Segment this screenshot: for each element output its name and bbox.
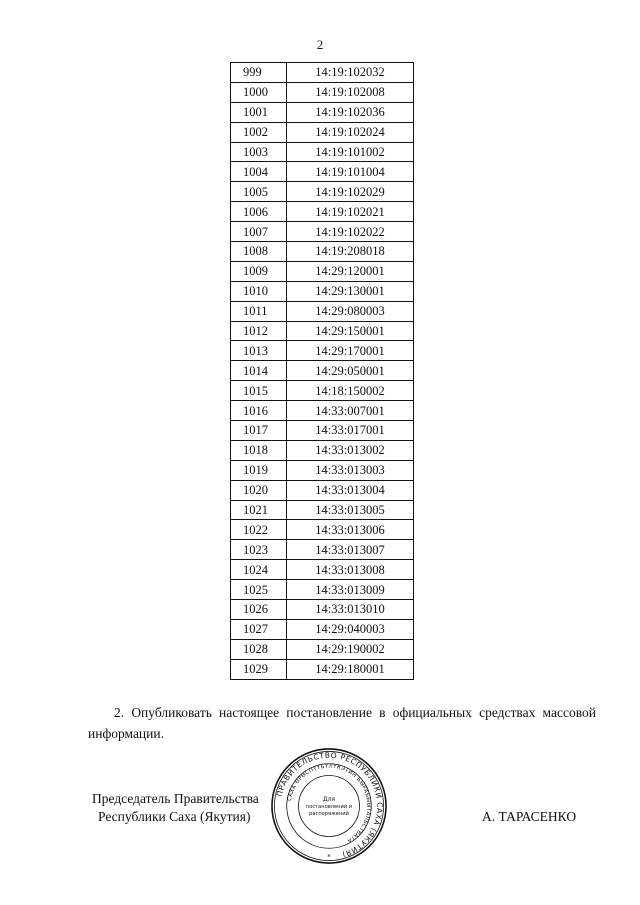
row-number-cell: 1009 — [231, 261, 287, 281]
row-number-cell: 1020 — [231, 480, 287, 500]
row-number-cell: 1007 — [231, 222, 287, 242]
table-row — [231, 261, 414, 281]
table-row — [231, 122, 414, 142]
table-row — [231, 540, 414, 560]
row-number-cell: 1029 — [231, 659, 287, 679]
table-row — [231, 480, 414, 500]
table-row — [231, 162, 414, 182]
row-number-cell: 1000 — [231, 82, 287, 102]
table-row — [231, 619, 414, 639]
cadastral-code-cell: 14:33:013002 — [287, 440, 414, 460]
signatory-position-line2: Республики Саха (Якутия) — [98, 809, 251, 824]
row-number-cell: 1018 — [231, 440, 287, 460]
row-number-cell: 1006 — [231, 202, 287, 222]
table-row — [231, 202, 414, 222]
table-row — [231, 102, 414, 122]
cadastral-code-cell: 14:33:013010 — [287, 600, 414, 620]
row-number-cell: 1023 — [231, 540, 287, 560]
table-row — [231, 580, 414, 600]
row-number-cell: 1016 — [231, 401, 287, 421]
cadastral-code-cell: 14:33:013009 — [287, 580, 414, 600]
row-number-cell: 1025 — [231, 580, 287, 600]
cadastral-code-cell: 14:19:208018 — [287, 242, 414, 262]
table-row — [231, 520, 414, 540]
table-row — [231, 63, 414, 83]
row-number-cell: 1014 — [231, 361, 287, 381]
row-number-cell: 1027 — [231, 619, 287, 639]
cadastral-code-cell: 14:29:050001 — [287, 361, 414, 381]
cadastral-code-cell: 14:33:013004 — [287, 480, 414, 500]
seal-center-line1: Для — [323, 797, 335, 804]
table-body — [231, 63, 414, 680]
row-number-cell: 1003 — [231, 142, 287, 162]
table-row — [231, 560, 414, 580]
row-number-cell: 1005 — [231, 182, 287, 202]
row-number-cell: 1002 — [231, 122, 287, 142]
cadastral-code-cell: 14:29:120001 — [287, 261, 414, 281]
cadastral-code-cell: 14:33:013003 — [287, 460, 414, 480]
seal-outer-text: ПРАВИТЕЛЬСТВО РЕСПУБЛИКИ САХА (ЯКУТИЯ) — [274, 750, 385, 860]
seal-center-line3: распоряжений — [309, 810, 349, 817]
row-number-cell: 1026 — [231, 600, 287, 620]
cadastral-code-cell: 14:19:102008 — [287, 82, 414, 102]
cadastral-code-cell: 14:19:102032 — [287, 63, 414, 83]
row-number-cell: 1001 — [231, 102, 287, 122]
table-row — [231, 242, 414, 262]
seal-star-icon: * — [327, 853, 331, 862]
cadastral-code-cell: 14:19:102029 — [287, 182, 414, 202]
seal-center-line2: постановлений и — [305, 803, 353, 810]
table-row — [231, 361, 414, 381]
table-row — [231, 341, 414, 361]
table-row — [231, 82, 414, 102]
table-row — [231, 142, 414, 162]
table-row — [231, 639, 414, 659]
row-number-cell: 1004 — [231, 162, 287, 182]
cadastral-code-cell: 14:19:102021 — [287, 202, 414, 222]
table-row — [231, 659, 414, 679]
cadastral-code-cell: 14:18:150002 — [287, 381, 414, 401]
table-row — [231, 440, 414, 460]
cadastral-code-cell: 14:29:080003 — [287, 301, 414, 321]
table-row — [231, 301, 414, 321]
row-number-cell: 1010 — [231, 281, 287, 301]
table-row — [231, 182, 414, 202]
row-number-cell: 1019 — [231, 460, 287, 480]
row-number-cell: 999 — [231, 63, 287, 83]
table-row — [231, 500, 414, 520]
cadastral-code-cell: 14:33:013006 — [287, 520, 414, 540]
row-number-cell: 1008 — [231, 242, 287, 262]
row-number-cell: 1017 — [231, 421, 287, 441]
cadastral-code-cell: 14:19:102036 — [287, 102, 414, 122]
row-number-cell: 1021 — [231, 500, 287, 520]
table-row — [231, 381, 414, 401]
cadastral-code-cell: 14:33:013005 — [287, 500, 414, 520]
publication-paragraph: 2. Опубликовать настоящее постановление в официальных средствах массовой информации. — [88, 705, 596, 741]
cadastral-code-cell: 14:29:130001 — [287, 281, 414, 301]
cadastral-code-cell: 14:19:101004 — [287, 162, 414, 182]
signatory-position-line1: Председатель Правительства — [92, 791, 259, 806]
table-row — [231, 281, 414, 301]
cadastral-code-cell: 14:29:190002 — [287, 639, 414, 659]
signatory-position — [92, 790, 259, 826]
row-number-cell: 1013 — [231, 341, 287, 361]
cadastral-code-cell: 14:33:017001 — [287, 421, 414, 441]
cadastral-code-cell: 14:33:013007 — [287, 540, 414, 560]
row-number-cell: 1028 — [231, 639, 287, 659]
table-row — [231, 421, 414, 441]
table-row — [231, 222, 414, 242]
cadastral-code-cell: 14:29:040003 — [287, 619, 414, 639]
cadastral-table — [230, 62, 414, 680]
row-number-cell: 1015 — [231, 381, 287, 401]
seal-inner-text: САХА ӨРӨСПҮҮБҮЛҮКЭТИН БЫРАБЫЫТАЛЬСТВАТА — [286, 763, 372, 844]
row-number-cell: 1011 — [231, 301, 287, 321]
row-number-cell: 1022 — [231, 520, 287, 540]
cadastral-code-cell: 14:29:170001 — [287, 341, 414, 361]
table-row — [231, 460, 414, 480]
official-seal — [270, 747, 388, 865]
signatory-name: А. ТАРАСЕНКО — [482, 809, 577, 824]
table-row — [231, 401, 414, 421]
cadastral-code-cell: 14:19:101002 — [287, 142, 414, 162]
table-row — [231, 321, 414, 341]
table-row — [231, 600, 414, 620]
cadastral-code-cell: 14:33:013008 — [287, 560, 414, 580]
page-number: 2 — [316, 37, 324, 52]
cadastral-code-cell: 14:33:007001 — [287, 401, 414, 421]
cadastral-code-cell: 14:19:102022 — [287, 222, 414, 242]
row-number-cell: 1024 — [231, 560, 287, 580]
cadastral-code-cell: 14:29:150001 — [287, 321, 414, 341]
cadastral-code-cell: 14:19:102024 — [287, 122, 414, 142]
cadastral-code-cell: 14:29:180001 — [287, 659, 414, 679]
row-number-cell: 1012 — [231, 321, 287, 341]
